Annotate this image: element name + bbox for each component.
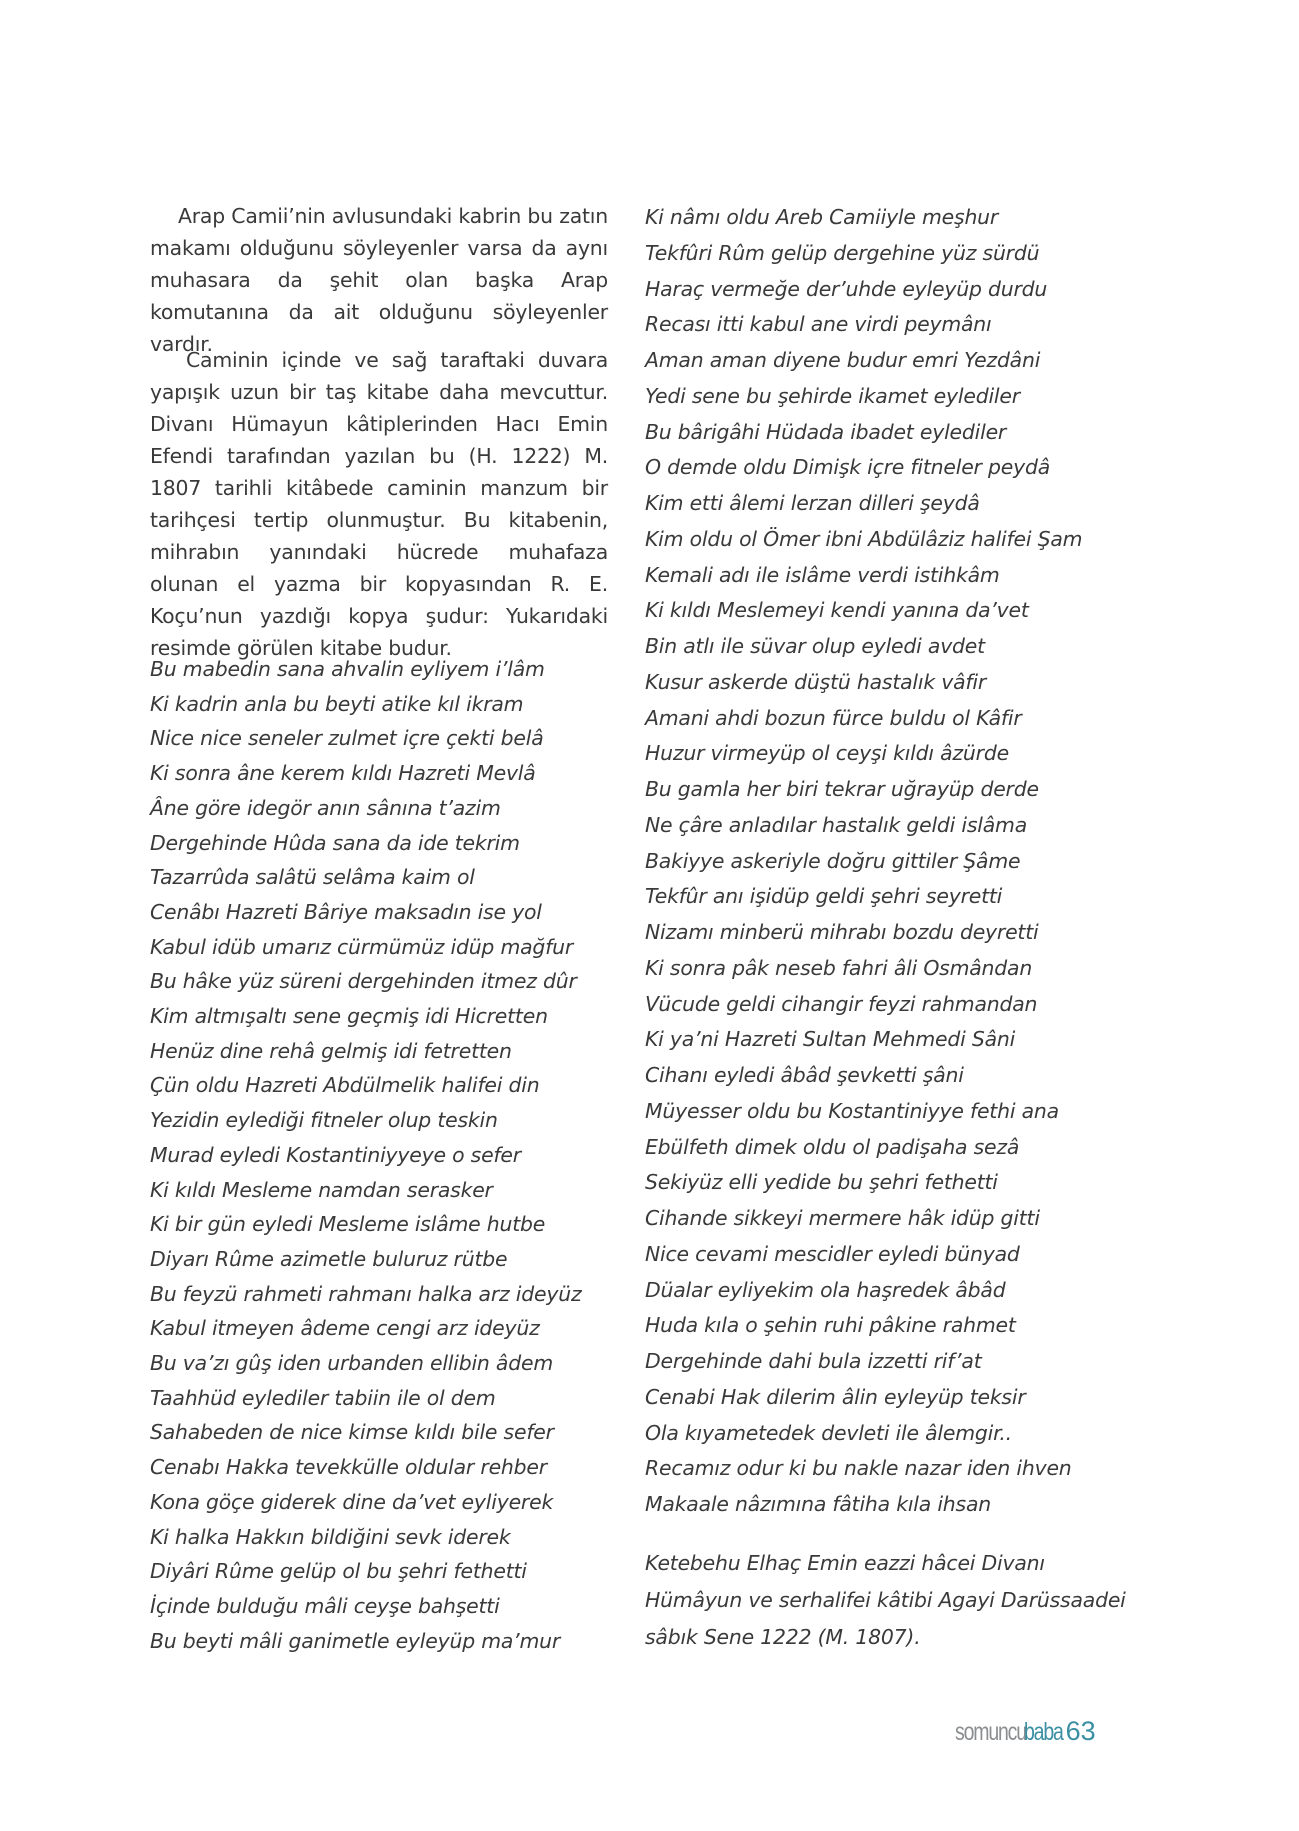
- verse-line: Cenabi Hak dilerim âlin eyleyüp teksir: [645, 1384, 1026, 1409]
- verse-line: Kim oldu ol Ömer ibni Abdülâziz halifei Şam: [645, 526, 1083, 551]
- brand-name-part-1: somuncu: [955, 1718, 1026, 1746]
- verse-line: Cenâbı Hazreti Bâriye maksadın ise yol: [150, 899, 542, 924]
- verse-line: Sahabeden de nice kimse kıldı bile sefer: [150, 1420, 554, 1445]
- verse-line: Ki bir gün eyledi Mesleme islâme hutbe: [150, 1212, 546, 1237]
- verse-line: Düalar eyliyekim ola haşredek âbâd: [645, 1277, 1006, 1302]
- verse-line: Diyâri Rûme gelüp ol bu şehri fethetti: [150, 1559, 527, 1584]
- verse-block-left: [150, 652, 581, 1658]
- verse-line: Dergehinde Hûda sana da ide tekrim: [150, 830, 520, 855]
- verse-line: Ne çâre anladılar hastalık geldi islâma: [645, 812, 1028, 837]
- verse-line: Aman aman diyene budur emri Yezdâni: [645, 348, 1041, 372]
- verse-line: Tazarrûda salâtü selâma kaim ol: [150, 865, 475, 890]
- verse-line: Bu beyti mâli ganimetle eyleyüp ma’mur: [150, 1628, 561, 1653]
- verse-line: Âne göre idegör anın sânına t’azim: [150, 795, 501, 820]
- verse-line: Kona göçe giderek dine da’vet eyliyerek: [150, 1489, 554, 1514]
- verse-line: Yezidin eylediği fitneler olup teskin: [150, 1108, 498, 1133]
- verse-line: Ki kıldı Meslemeyi kendi yanına da’vet: [645, 598, 1029, 623]
- colophon: [645, 1545, 1165, 1656]
- verse-line: Çün oldu Hazreti Abdülmelik halifei din: [150, 1073, 540, 1098]
- verse-line: Nice cevami mescidler eyledi bünyad: [645, 1241, 1020, 1266]
- verse-block-right: [645, 200, 1082, 1523]
- verse-line: Tekfûr anı işidüp geldi şehri seyretti: [645, 884, 1003, 909]
- verse-line: Ola kıyametedek devleti ile âlemgir..: [645, 1420, 1012, 1445]
- page-number: 63: [1065, 1716, 1096, 1746]
- verse-line: Diyarı Rûme azimetle buluruz rütbe: [150, 1246, 508, 1271]
- verse-line: Ki kıldı Mesleme namdan serasker: [150, 1177, 493, 1202]
- verse-line: Haraç vermeğe der’uhde eyleyüp durdu: [645, 276, 1048, 301]
- colophon-line: Ketebehu Elhaç Emin eazzi hâcei Divanı: [645, 1551, 1045, 1575]
- verse-line: Sekiyüz elli yedide bu şehri fethetti: [645, 1170, 998, 1195]
- verse-line: Cihanı eyledi âbâd şevketti şâni: [645, 1063, 964, 1087]
- verse-line: Bakiyye askeriyle doğru gittiler Şâme: [645, 848, 1021, 873]
- colophon-line: sâbık Sene 1222 (M. 1807).: [645, 1625, 921, 1649]
- paragraph-1: Arap Camii’nin avlusundaki kabrin bu zatın makamı olduğunu söyleyenler varsa da aynı muhasara da şehit olan başka Arap komutanına da ait olduğunu söyleyenler vardır.: [150, 204, 608, 356]
- verse-line: Tekfûri Rûm gelüp dergehine yüz sürdü: [645, 240, 1040, 265]
- verse-line: Ki nâmı oldu Areb Camiiyle meşhur: [645, 205, 999, 229]
- verse-line: Kabul idüb umarız cürmümüz idüp mağfur: [150, 934, 574, 959]
- verse-line: Bin atlı ile süvar olup eyledi avdet: [645, 634, 985, 658]
- verse-line: Kabul itmeyen âdeme cengi arz ideyüz: [150, 1316, 540, 1341]
- verse-line: Huzur virmeyüp ol ceyşi kıldı âzürde: [645, 741, 1009, 766]
- verse-line: Bu mabedin sana ahvalin eyliyem i’lâm: [150, 657, 545, 681]
- verse-line: Ki sonra pâk neseb fahri âli Osmândan: [645, 955, 1033, 980]
- verse-line: Bu gamla her biri tekrar uğrayüp derde: [645, 777, 1039, 801]
- verse-line: Bu bârigâhi Hüdada ibadet eylediler: [645, 419, 1007, 444]
- verse-line: Kusur askerde düştü hastalık vâfir: [645, 669, 987, 694]
- verse-line: Makaale nâzımına fâtiha kıla ihsan: [645, 1492, 991, 1516]
- verse-line: O demde oldu Dimişk içre fitneler peydâ: [645, 455, 1051, 480]
- verse-line: Recamız odur ki bu nakle nazar iden ihven: [645, 1456, 1072, 1481]
- verse-line: Huda kıla o şehin ruhi pâkine rahmet: [645, 1313, 1016, 1338]
- verse-line: Kim etti âlemi lerzan dilleri şeydâ: [645, 491, 980, 515]
- verse-line: Vücude geldi cihangir feyzi rahmandan: [645, 991, 1038, 1016]
- verse-line: Taahhüd eylediler tabiin ile ol dem: [150, 1385, 496, 1410]
- verse-line: Ki kadrin anla bu beyti atike kıl ikram: [150, 691, 524, 716]
- page-footer: [955, 1716, 1096, 1752]
- verse-line: Müyesser oldu bu Kostantiniyye fethi ana: [645, 1098, 1059, 1123]
- verse-line: Cihande sikkeyi mermere hâk idüp gitti: [645, 1206, 1040, 1230]
- verse-line: Ki sonra âne kerem kıldı Hazreti Mevlâ: [150, 761, 536, 786]
- verse-line: Amani ahdi bozun fürce buldu ol Kâfir: [645, 705, 1022, 730]
- verse-line: Bu feyzü rahmeti rahmanı halka arz ideyüz: [150, 1281, 582, 1306]
- verse-line: Kemali adı ile islâme verdi istihkâm: [645, 562, 1000, 587]
- verse-line: Ki halka Hakkın bildiğini sevk iderek: [150, 1524, 511, 1549]
- verse-line: İçinde bulduğu mâli ceyşe bahşetti: [150, 1593, 500, 1618]
- verse-line: Henüz dine rehâ gelmiş idi fetretten: [150, 1038, 512, 1063]
- verse-line: Bu va’zı gûş iden urbanden ellibin âdem: [150, 1351, 553, 1376]
- verse-line: Ebülfeth dimek oldu ol padişaha sezâ: [645, 1134, 1020, 1159]
- verse-line: Ki ya’ni Hazreti Sultan Mehmedi Sâni: [645, 1027, 1016, 1052]
- verse-line: Nice nice seneler zulmet içre çekti belâ: [150, 726, 544, 751]
- verse-line: Bu hâke yüz süreni dergehinden itmez dûr: [150, 969, 577, 994]
- verse-line: Murad eyledi Kostantiniyyeye o sefer: [150, 1142, 521, 1167]
- colophon-line: Hümâyun ve serhalifei kâtibi Agayi Darüssaadei: [645, 1588, 1126, 1612]
- verse-line: Cenabı Hakka tevekkülle oldular rehber: [150, 1455, 547, 1480]
- paragraph-2: Caminin içinde ve sağ taraftaki duvara yapışık uzun bir taş kitabe daha mevcuttur. Divanı Hümayun kâtiplerinden Hacı Emin Efendi tarafından yazılan bu (H. 1222) M. 1807 tarihli kitâbede caminin manzum bir tarihçesi tertip olunmuştur. Bu kitabenin, mihrabın yanındaki hücrede muhafaza olunan el yazma bir kopyasından R. E. Koçu’nun yazdığı kopya şudur: Yukarıdaki resimde görülen kitabe budur.: [150, 348, 608, 660]
- verse-line: Recası itti kabul ane virdi peymânı: [645, 312, 992, 337]
- verse-line: Yedi sene bu şehirde ikamet eylediler: [645, 383, 1020, 408]
- verse-line: Nizamı minberü mihrabı bozdu deyretti: [645, 920, 1039, 944]
- verse-line: Kim altmışaltı sene geçmiş idi Hicretten: [150, 1004, 548, 1029]
- verse-line: Dergehinde dahi bula izzetti rif’at: [645, 1349, 982, 1373]
- brand-name-part-2: baba: [1023, 1718, 1063, 1746]
